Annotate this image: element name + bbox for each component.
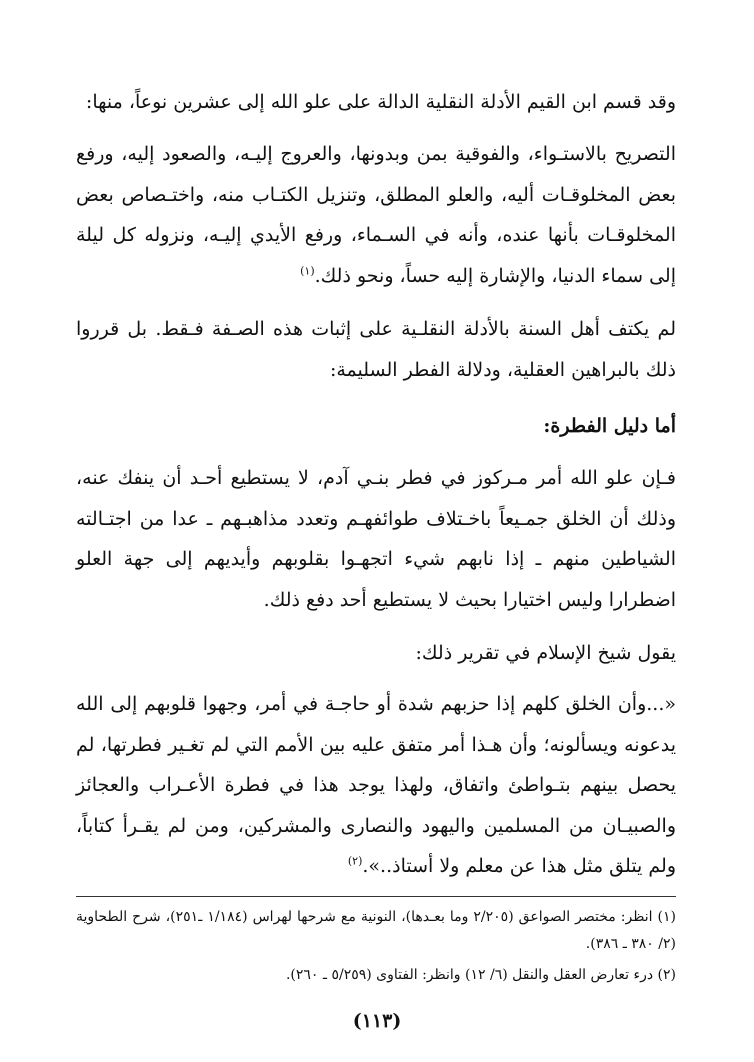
section-heading: أما دليل الفطرة: bbox=[543, 415, 676, 437]
footnote-1: (١) انظر: مختصر الصواعق (٢/٢٠٥ وما بعـدها)، النونية مع شرحها لهراس (١/١٨٤ ـ٢٥١)، شرح الطحاوية (٢/ ٣٨٠ ـ ٣٨٦). bbox=[76, 909, 676, 952]
paragraph-rational-proofs-text: لم يكتف أهل السنة بالأدلة النقلـية على إثبات هذه الصـفة فـقط. بل قرروا ذلك بالبراهين العقلية، ودلالة الفطر السليمة: bbox=[76, 318, 676, 381]
paragraph-quote-intro-text: يقول شيخ الإسلام في تقرير ذلك: bbox=[415, 642, 676, 664]
paragraph-intro bbox=[76, 82, 676, 123]
paragraph-intro-text: وقد قسم ابن القيم الأدلة النقلية الدالة على علو الله إلى عشرين نوعاً، منها: bbox=[85, 91, 676, 113]
footnote-divider bbox=[76, 896, 676, 897]
footnote-ref-2: (٢) bbox=[347, 854, 363, 868]
paragraph-rational-proofs bbox=[76, 309, 676, 390]
footnote-ref-1: (١) bbox=[300, 264, 315, 278]
paragraph-quotation bbox=[76, 684, 676, 887]
footnote-2: (٢) درء تعارض العقل والنقل (٦/ ١٢) وانظر: الفتاوى (٥/٢٥٩ ـ ٢٦٠). bbox=[285, 967, 676, 983]
paragraph-fitra bbox=[76, 458, 676, 620]
paragraph-fitra-text: فـإن علو الله أمر مـركوز في فطر بنـي آدم، لا يستطيع أحـد أن ينفك عنه، وذلك أن الخلق جمـيعاً باخـتلاف طوائفهـم وتعدد مذاهبـهم ـ عدا من اجتـالته الشياطين منهم ـ إذا نابهم شيء اتجهـوا بقلوبهم وأيديهم إلى جهة العلو اضطرارا وليس اختيارا بحيث لا يستطيع أحد دفع ذلك. bbox=[76, 467, 676, 611]
page-number: (١١٣) bbox=[352, 1010, 402, 1032]
paragraph-evidence-list bbox=[76, 134, 676, 296]
paragraph-quote-intro bbox=[76, 633, 676, 674]
paragraph-quotation-text: «...وأن الخلق كلهم إذا حزبهم شدة أو حاجـة في أمر، وجهوا قلوبهم إلى الله يدعونه ويسألونه؛ وأن هـذا أمر متفق عليه بين الأمم التي لم تغـير فطرتها، لم يحصل بينهم بتـواطئ واتفاق، ولهذا يوجد هذا في فطرة الأعـراب والعجائز والصبيـان من المسلمين واليهود والنصارى والمشركين، ومن لم يقـرأ كتاباً، ولم يتلق مثل هذا عن معلم ولا أستاذ..». bbox=[76, 693, 676, 877]
paragraph-evidence-list-text: التصريح بالاستـواء، والفوقية بمن وبدونها، والعروج إليـه، والصعود إليه، ورفع بعض المخلوقـات أليه، والعلو المطلق، وتنزيل الكتـاب منه، واختـصاص بعض المخلوقـات بأنها عنده، وأنه في السـماء، ورفع الأيدي إليـه، ونزوله كل ليلة إلى سماء الدنيا، والإشارة إليه حساً، ونحو ذلك. bbox=[76, 143, 676, 287]
